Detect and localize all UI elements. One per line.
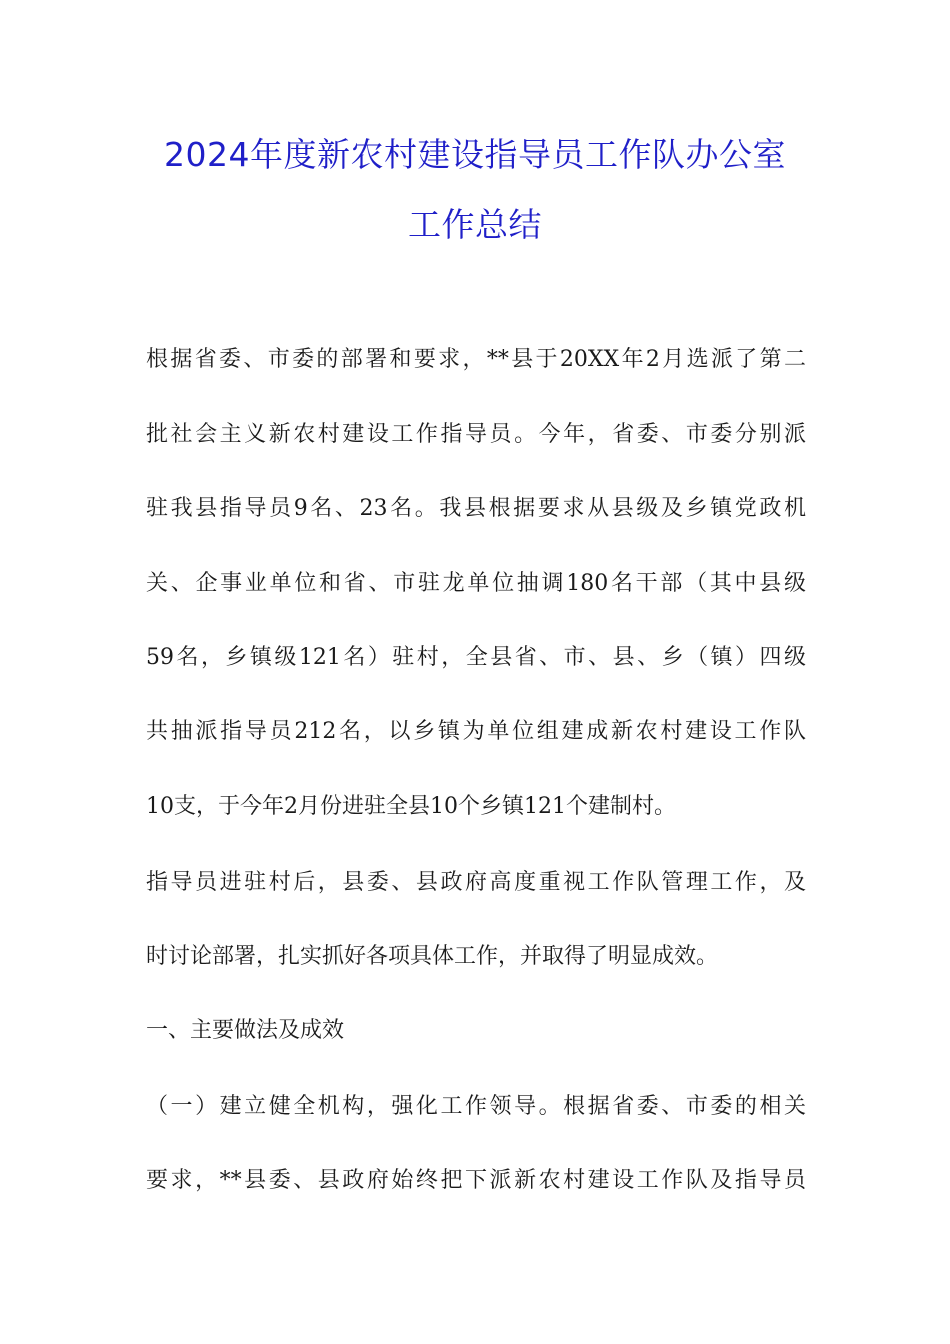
- paragraph-line: 要求，**县委、县政府始终把下派新农村建设工作队及指导员: [146, 1168, 806, 1193]
- paragraph-line: 时讨论部署，扎实抓好各项具体工作，并取得了明显成效。: [146, 944, 719, 969]
- paragraph-line: 10支，于今年2月份进驻全县10个乡镇121个建制村。: [146, 794, 676, 819]
- document-title-line-1: 2024年度新农村建设指导员工作队办公室: [164, 135, 786, 174]
- paragraph-line: 共抽派指导员212名，以乡镇为单位组建成新农村建设工作队: [146, 719, 806, 744]
- paragraph-line: 批社会主义新农村建设工作指导员。今年，省委、市委分别派: [146, 422, 806, 447]
- section-heading: 一、主要做法及成效: [146, 1018, 345, 1043]
- paragraph-line: 根据省委、市委的部署和要求，**县于20XX年2月选派了第二: [146, 347, 806, 372]
- document-title-line-2: 工作总结: [408, 205, 542, 244]
- paragraph-line: 指导员进驻村后，县委、县政府高度重视工作队管理工作，及: [146, 870, 806, 895]
- paragraph-line: 59名，乡镇级121名）驻村，全县省、市、县、乡（镇）四级: [146, 645, 806, 670]
- paragraph-line: 关、企事业单位和省、市驻龙单位抽调180名干部（其中县级: [146, 571, 806, 596]
- paragraph-line: （一）建立健全机构，强化工作领导。根据省委、市委的相关: [146, 1094, 806, 1119]
- paragraph-line: 驻我县指导员9名、23名。我县根据要求从县级及乡镇党政机: [146, 496, 806, 521]
